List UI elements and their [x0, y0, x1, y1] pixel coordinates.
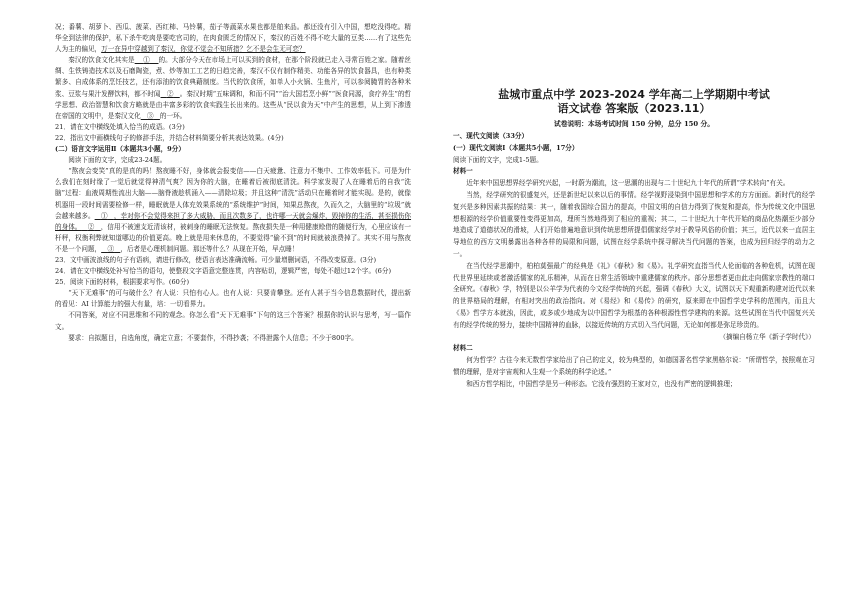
underlined-sentence: 万一在异中穿越到了秦汉，你觉不觉会不知所措？乞不是会生无可恋？ — [101, 45, 306, 54]
material-2-paragraph-2: 和西方哲学相比，中国哲学是另一种形态。它没有强烈的王家对立，也没有严密的逻辑推理； — [466, 379, 737, 388]
question-21: 21．请在文中横线处填入恰当的成语。(3分) — [55, 122, 185, 131]
essay-prompt-material: “天下无难事”的可与破什么？有人说：只怕有心人。也有人说：只要肯攀登。还有人甚于当今信息数据时代，提出新的看见：AI 计算能力的强大有量，培：一切看界力。 — [55, 289, 411, 309]
blank-4: ① — [100, 211, 108, 220]
material-1-credit: （摘编自杨立华《新子学时代》） — [719, 332, 815, 341]
reading-instruction-1-5: 阅读下面的文字，完成1-5题。 — [453, 155, 543, 164]
exam-instructions: 试卷说明：本场考试时间 150 分钟，总分 150 分。 — [553, 120, 715, 128]
section-language-use-2: (二）语言文字运用Ⅱ（本题共3小题，9分） — [55, 145, 185, 154]
paragraph-qin-han-food-culture: 秦汉的饮食文化其实是 ① 的。大部分今天在市场上可以买到的食材，在那个阶段就已走入寻常百姓之家。随着丝绸、生铁铸造技术以及石磨陶瓷，煮、炒等加工工艺的日趋完善，秦汉不仅有制作精美、功能各异的饮食器具，也有种类繁多、自成体系的烹饪技艺，还有添油的饮食典藉制度。当代的饮食所，如单人小火锅、生鱼片，可以参阅腌胃的各种米浆、豆浆与果汁发酵饮料，都不时闻 ② 。秦汉时期“五味调和，和而不同”“治大国若烹小鲜”“医食同源，食疗养生”的哲学思想、政治智慧和饮食方略就是由丰富多彩的饮食实践生长出来的。这些从“民以食为天”中产生的思想，从上到下渗透在帝国的文明中，是秦汉文化 ③ 的一环。 — [55, 56, 412, 120]
material-1-paragraph-1: 近年来中国思想界经学研究兴起，一时蔚为潮流，这一思潮的出现与二十世纪九十年代的所谓“学术转向”有关。 — [466, 179, 790, 188]
right-column — [453, 131, 815, 391]
exam-subtitle: 语文试卷 答案版（2023.11） — [557, 102, 711, 115]
material-2-paragraph-1: 何为哲学？古往今来无数哲学家给出了自己的定义，较为典型的，如德国著名哲学家黑格尔说：“所谓哲学，按照观在习惯的理解，是对宇宙观和人生观一个系统的科学论述。” — [453, 356, 815, 376]
blank-3: ③ — [147, 111, 154, 120]
paragraph-sleep: “熬夜会变笑”真的是真的吗！熬夜睡不好，身体就会报变信——白天疲惫、注意力不集中、工作效率低下。可是为什么我们在刻时缘了一觉后就觉得神清气爽？因为你的大脑，在睡着后被彻底清洗。科学家发现了人在睡着后的自我“洗脑”过程：血液周期性流出大脑——脑脊液趁机涌入——清除垃圾；并且这种“清洗”活动只在睡着时才能实现。是的，就像机器用一段时间需要检修一样，睡眠就是人体充效果系统的“系统维护”时间，知果总熬夜，久而久之，大脑里的“垃圾”就会越来越多。 ① ，幸对你不会觉得来担了多大威胁，而且次数多了，也许哪一天就会爆炸，毁掉你的生活，甚至损伤你的身体。 ② ，信用不被速支近清该材，被刺身的睡眠无法恢复。熬夜损失是一种用健康赊借的随便行为，心里应该有一杆秤，权衡利弊就知道哪边的价值更高。晚上就是用来休息的，不要觉得“偷不到”的时间就被浪费掉了。其实不用与熬夜不是一个问题， ③ ，后者是心理机制问题。那还等什么？从现在开始，早点睡！ — [55, 167, 412, 253]
blank-5: ② — [87, 222, 95, 231]
question-23: 23．文中画波浪线的句子有语病，请进行修改，使语言表达准确流畅。可少量增删词语，不得改变原意。(3分) — [55, 255, 377, 264]
exam-title: 盐城市重点中学 2023-2024 学年高二上学期期中考试 — [498, 88, 770, 101]
essay-requirements: 要求：自拟题目，自选角度，确定立意；不要套作，不得抄袭；不得泄露个人信息；不少于800字。 — [68, 333, 358, 342]
material-1-heading: 材料一 — [453, 167, 473, 176]
material-2-heading: 材料二 — [453, 344, 473, 353]
reading-instruction-23-24: 阅读下面的文字，完成23-24题。 — [68, 156, 167, 165]
blank-6: ③ — [107, 244, 115, 253]
question-25: 25．阅读下面的材料，根据要求写作。(60分) — [55, 278, 190, 287]
blank-1: ① — [143, 56, 150, 65]
essay-prompt-task: 不同答案，对应不同思维和不同的观念。你怎么看“天下无难事”下句的这三个答案？根据你的认识与思考，写一篇作文。 — [55, 311, 411, 331]
material-1-paragraph-3: 在当代经学思潮中，柏柏莫强最广的经典是《礼》《春秋》和《易》。礼学研究直指当代人伦面临的各种危机，试图在现代世界里延续或者激活儒家的礼乐精神，从而在日常生活领域中重建儒家的秩序。部分思想者更由此走向儒家宗教性的端口全研究。《春秋》学，特别是以公羊学为代表的今文经学传统的兴起，强调《春秋》大义，试图以天下观重新构建对近代以来的世界格局的理解，有相对突出的政治指向。对《易经》和《易传》的研究，原来即在中国哲学史学科的范围内，而且大《易》哲学方本就浊，因此，或多或少地成为以中国哲学为根基的各种根源性哲学建构的来源。这些试图在当代中国复兴关有的经学传统的努力，接续中国精神的血脉，以接近传统的方式切入当代问题，无论如何都是弥足珍贵的。 — [453, 261, 815, 329]
subsection-modern-reading-1: (一）现代文阅读Ⅰ（本题共5小题，17分） — [453, 143, 579, 152]
section-modern-reading: 一、现代文阅读（33分） — [453, 132, 529, 140]
material-1-paragraph-2: 当然，经学研究的很盛复兴，还是新世纪以来以后的事情。经学视野浸染到中国思想和学术的方方面面。新时代的经学复兴是多种因素共振的结果：其一，随着我国综合国力的提高，中国文明的自信力得到了恢复和提高，作为传统文化中国思想根源的经学价值重要性变得更加高，理所当然地得到了相应的重视；其二，二十世纪九十年代开始的商品化热潮至少部分地造成了道德状况的滑坡，人们开始普遍地意识到传统思想所提倡儒家经学对于教导风俗的价值；其三，近代以来一直居主导地位的西方文明暴露出各种各样的局限和问题，试图在经学系统中探寻解决当代问题的答案，也成为回归经学的动力之一。 — [453, 190, 815, 258]
question-22: 22．指出文中画横线句子的修辞手法，并结合材料简要分析其表达效果。(4分) — [55, 133, 284, 142]
blank-2: ② — [166, 89, 174, 98]
left-column — [55, 22, 411, 344]
question-24: 24．请在文中横线处补写恰当的语句，使整段文字语意完整连贯，内容贴切，逻辑严密，每处不超过12个字。(6分) — [55, 267, 392, 276]
paragraph-food-history: 况；番薯、胡萝卜、西瓜、菠菜、西红柿、马铃薯，茄子等蔬菜水果也都是舶来品。都还没有引入中国，想吃没得吃。精华全到法律的保护，私下杀牛吃肉是要吃官司的，在肉食匮乏的情况下，秦汉的百姓不得不吃大量的豆类……有了这些先人为主的偏见，万一在异中穿越到了秦汉，你觉不觉会不知所措？乞不是会生无可恋？ — [55, 23, 411, 54]
